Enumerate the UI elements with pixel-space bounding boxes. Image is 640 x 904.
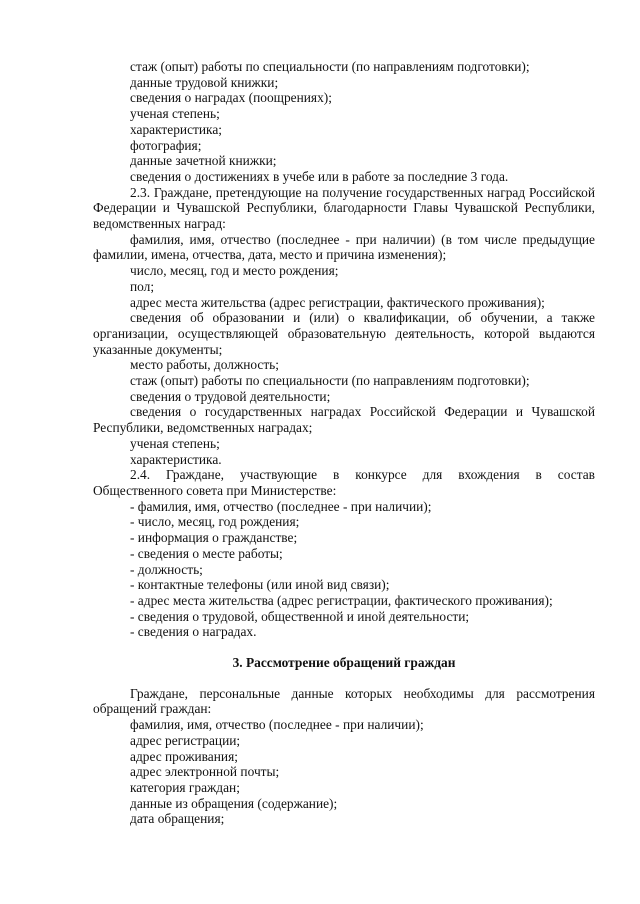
list-item: - фамилия, имя, отчество (последнее - при наличии); [130, 498, 432, 514]
section-heading: 3. Рассмотрение обращений граждан [232, 655, 456, 671]
list-item: данные трудовой книжки; [130, 74, 279, 90]
list-item: - сведения о наградах. [130, 624, 257, 640]
list-item: место работы, должность; [130, 357, 280, 373]
list-item: - адрес места жительства (адрес регистрации, фактического проживания); [130, 592, 553, 608]
clause-2-3: 2.3. Граждане, претендующие на получение государственных наград Российской Федерации и Чувашской Республики, благодарности Главы Чувашской Республики, ведомственных наград: [93, 184, 595, 232]
list-item: характеристика. [130, 451, 222, 467]
list-item-education: сведения об образовании и (или) о квалификации, об обучении, а также организации, осуществляющей образовательную деятельность, которой выдаются указанные документы; [93, 310, 595, 357]
list-item: фотография; [130, 137, 202, 153]
section-3-intro: Граждане, персональные данные которых необходимы для рассмотрения обращений граждан: [93, 685, 595, 717]
list-item: - сведения о месте работы; [130, 545, 283, 561]
list-item-awards: сведения о государственных наградах Российской Федерации и Чувашской Республики, ведомственных наградах; [93, 404, 595, 436]
clause-2-4-cont: Общественного совета при Министерстве: [93, 482, 337, 498]
list-item: фамилия, имя, отчество (последнее - при наличии); [130, 717, 424, 733]
list-item: стаж (опыт) работы по специальности (по направлениям подготовки); [130, 59, 530, 74]
list-item: адрес электронной почты; [130, 764, 280, 780]
list-item: - должность; [130, 561, 203, 577]
list-item: характеристика; [130, 121, 223, 137]
list-item: ученая степень; [130, 435, 220, 451]
list-item: - число, месяц, год рождения; [130, 514, 300, 530]
list-item: сведения о наградах (поощрениях); [130, 90, 332, 106]
list-item: стаж (опыт) работы по специальности (по направлениям подготовки); [130, 373, 530, 389]
list-item: категория граждан; [130, 779, 240, 795]
list-item: число, месяц, год и место рождения; [130, 263, 339, 279]
list-item: адрес регистрации; [130, 732, 241, 748]
list-item: сведения о трудовой деятельности; [130, 388, 331, 404]
clause-2-4: 2.4. Граждане, участвующие в конкурсе для вхождения в состав [130, 467, 595, 483]
list-item: дата обращения; [130, 811, 225, 827]
list-item: адрес проживания; [130, 748, 238, 764]
list-item: пол; [130, 278, 155, 294]
list-item: ученая степень; [130, 106, 220, 122]
list-item: сведения о достижениях в учебе или в работе за последние 3 года. [130, 168, 509, 184]
list-item: - информация о гражданстве; [130, 530, 298, 546]
list-item: - контактные телефоны (или иной вид связи); [130, 577, 390, 593]
list-item: данные зачетной книжки; [130, 153, 277, 169]
list-item: - сведения о трудовой, общественной и иной деятельности; [130, 608, 470, 624]
list-item: данные из обращения (содержание); [130, 795, 338, 811]
list-item: адрес места жительства (адрес регистрации, фактического проживания); [130, 294, 545, 310]
list-item-fio: фамилия, имя, отчество (последнее - при наличии) (в том числе предыдущие фамилии, имена, отчества, дата, место и причина изменения); [93, 231, 595, 263]
document-page [93, 59, 595, 827]
